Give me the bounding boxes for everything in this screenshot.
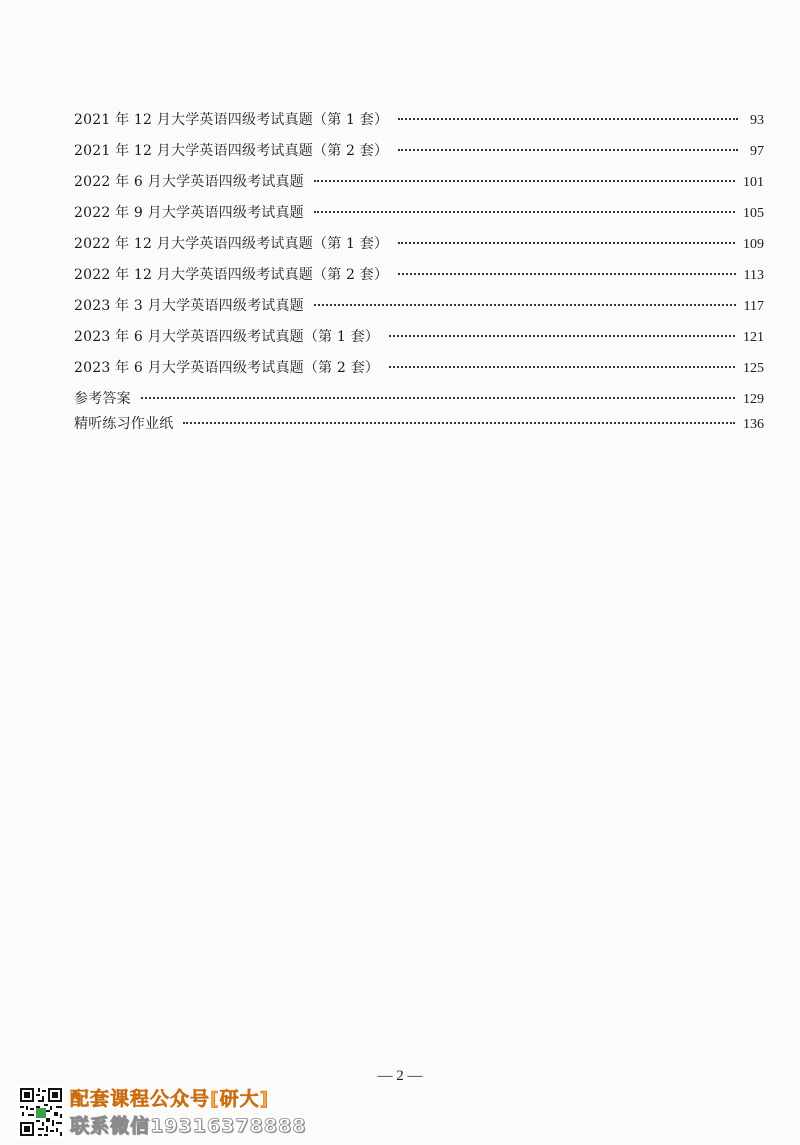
- watermark-line-2: 联系微信19316378888: [70, 1115, 307, 1137]
- toc-leader-dots: [314, 211, 735, 213]
- toc-entry-page: 101: [743, 175, 764, 190]
- toc-leader-dots: [141, 397, 735, 399]
- toc-entry[interactable]: [74, 110, 764, 141]
- toc-leader-dots: [314, 304, 736, 306]
- toc-entry-title: 2022 年 6 月大学英语四级考试真题: [74, 174, 304, 190]
- toc-entry-page: 129: [743, 392, 764, 407]
- toc-entry-title: 2023 年 6 月大学英语四级考试真题（第 1 套）: [74, 329, 380, 345]
- page-number: — 2 —: [377, 1068, 423, 1084]
- toc-entry-title: 2023 年 6 月大学英语四级考试真题（第 2 套）: [74, 360, 380, 376]
- toc-entry[interactable]: [74, 203, 764, 234]
- toc-entry-page: 136: [743, 417, 764, 432]
- toc-entry[interactable]: [74, 265, 764, 296]
- toc-entry-page: 121: [743, 330, 764, 345]
- toc-entry-title: 参考答案: [74, 391, 131, 407]
- toc-entry-page: 113: [743, 268, 764, 283]
- toc-entry-title: 2021 年 12 月大学英语四级考试真题（第 1 套）: [74, 112, 389, 128]
- toc-leader-dots: [314, 180, 735, 182]
- toc-entry-title: 2022 年 9 月大学英语四级考试真题: [74, 205, 304, 221]
- toc-leader-dots: [398, 242, 735, 244]
- toc-entry[interactable]: [74, 234, 764, 265]
- toc-leader-dots: [398, 149, 738, 151]
- toc-entry-page: 105: [743, 206, 764, 221]
- toc-entry-title: 2022 年 12 月大学英语四级考试真题（第 1 套）: [74, 236, 389, 252]
- toc-entry[interactable]: [74, 358, 764, 389]
- toc-entry-page: 125: [743, 361, 764, 376]
- toc-entry[interactable]: [74, 172, 764, 203]
- toc-entry[interactable]: [74, 389, 764, 414]
- toc-leader-dots: [183, 422, 735, 424]
- toc-entry-title: 精听练习作业纸: [74, 416, 174, 432]
- toc-leader-dots: [389, 366, 735, 368]
- toc-entry-page: 117: [743, 299, 764, 314]
- toc-entry-page: 109: [743, 237, 764, 252]
- toc-entry[interactable]: [74, 327, 764, 358]
- toc-entry-title: 2023 年 3 月大学英语四级考试真题: [74, 298, 304, 314]
- toc-entry-page: 93: [750, 113, 764, 128]
- toc-entry[interactable]: [74, 414, 764, 439]
- table-of-contents: [74, 110, 764, 439]
- toc-leader-dots: [398, 118, 738, 120]
- toc-entry-page: 97: [750, 144, 764, 159]
- toc-entry-title: 2022 年 12 月大学英语四级考试真题（第 2 套）: [74, 267, 389, 283]
- toc-entry[interactable]: [74, 141, 764, 172]
- watermark-stamp: [18, 1086, 318, 1142]
- toc-leader-dots: [389, 335, 735, 337]
- qr-code-icon: [18, 1086, 64, 1138]
- toc-entry-title: 2021 年 12 月大学英语四级考试真题（第 2 套）: [74, 143, 389, 159]
- watermark-line-1: 配套课程公众号[研大]: [70, 1088, 270, 1110]
- toc-entry[interactable]: [74, 296, 764, 327]
- toc-leader-dots: [398, 273, 735, 275]
